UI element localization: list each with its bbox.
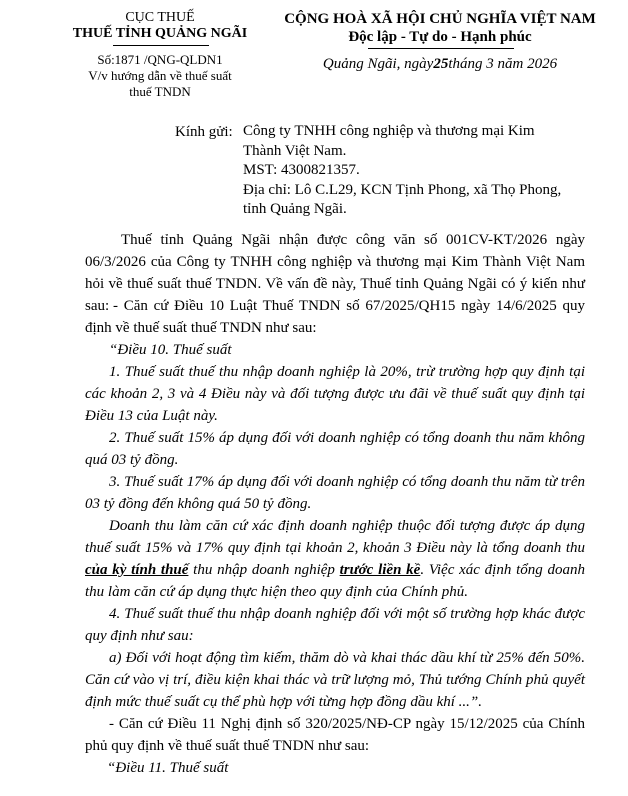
- revenue-emphasis-period: của kỳ tính thuế: [85, 562, 189, 578]
- date-line: [270, 55, 610, 73]
- paragraph-clause-4: 4. Thuế suất thuế thu nhập doanh nghiệp đối với một số trường hợp khác được quy định như sau:: [85, 606, 585, 644]
- doc-number: Số:1871 /QNG-QLDN1: [97, 52, 223, 67]
- nation-title: CỘNG HOÀ XÃ HỘI CHỦ NGHĨA VIỆT NAM: [284, 11, 596, 27]
- date-prefix: Quảng Ngãi, ngày: [322, 56, 434, 72]
- unit-name: THUẾ TỈNH QUẢNG NGÃI: [72, 26, 248, 41]
- paragraph-intro: Thuế tỉnh Quảng Ngãi nhận được công văn số 001CV-KT/2026 ngày 06/3/2026 của Công ty TNHH công nghiệp và thương mại Kim Thành Việt Nam hỏi về thuế suất thuế TNDN. Về vấn đề này, Thuế tỉnh Quảng Ngãi có ý kiến như sau:: [85, 232, 585, 314]
- revenue-text-a: Doanh thu làm căn cứ xác định doanh nghiệp thuộc đối tượng được áp dụng thuế suất 15% và 17% quy định tại khoản 2, khoản 3 Điều này là tổng doanh thu: [85, 518, 585, 556]
- revenue-text-c: thu nhập doanh nghiệp: [188, 562, 340, 578]
- national-header: [270, 10, 610, 46]
- paragraph-decree-basis: - Căn cứ Điều 11 Nghị định số 320/2025/NĐ-CP ngày 15/12/2025 của Chính phủ quy định về thuế suất thuế TNDN như sau:: [85, 716, 585, 754]
- recipient-line-2: Thành Việt Nam.: [243, 142, 347, 159]
- paragraph-clause-2: 2. Thuế suất 15% áp dụng đối với doanh nghiệp có tổng doanh thu năm không quá 03 tỷ đồng.: [85, 430, 585, 468]
- paragraph-clause-1: 1. Thuế suất thuế thu nhập doanh nghiệp là 20%, trừ trường hợp quy định tại các khoản 2, 3 và 4 Điều này và đối tượng được ưu đãi về thuế suất quy định tại Điều 13 của Luật này.: [85, 364, 585, 424]
- paragraph-clause-4a: a) Đối với hoạt động tìm kiếm, thăm dò và khai thác dầu khí từ 25% đến 50%. Căn cứ vào vị trí, điều kiện khai thác và trữ lượng mỏ, Thủ tướng Chính phủ quyết định mức thuế suất cụ thể phù hợp với từng hợp đồng dầu khí ...”.: [85, 650, 585, 710]
- date-suffix: tháng 3 năm 2026: [448, 56, 558, 72]
- recipient-line-5: tỉnh Quảng Ngãi.: [243, 201, 347, 217]
- recipient-line-3: MST: 4300821357.: [243, 162, 360, 178]
- recipient-block: [243, 122, 583, 220]
- subject-line-2: thuế TNDN: [129, 84, 191, 99]
- recipient-line-1: Công ty TNHH công nghiệp và thương mại Kim: [243, 123, 535, 139]
- date-day: 25: [433, 56, 449, 72]
- subject-line-1: V/v hướng dẫn về thuế suất: [88, 68, 232, 83]
- paragraph-revenue-basis: [85, 515, 585, 603]
- motto: Độc lập - Tự do - Hạnh phúc: [348, 29, 532, 45]
- doc-number-block: [60, 52, 260, 100]
- agency-name: CỤC THUẾ: [125, 10, 195, 25]
- recipient-line-4: Địa chỉ: Lô C.L29, KCN Tịnh Phong, xã Thọ Phong,: [243, 181, 562, 198]
- revenue-text-e: . Việc xác định tổng doanh thu làm căn cứ áp dụng thực hiện theo quy định của Chính phủ.: [85, 562, 585, 600]
- agency-underline: [113, 45, 209, 46]
- paragraph-article-11-title: “Điều 11. Thuế suất: [107, 760, 229, 776]
- agency-header: [60, 10, 260, 42]
- recipient-label: Kính gửi:: [175, 124, 233, 140]
- revenue-emphasis-preceding: trước liền kề: [339, 562, 421, 578]
- paragraph-article-10-title: “Điều 10. Thuế suất: [109, 342, 232, 358]
- paragraph-clause-3: 3. Thuế suất 17% áp dụng đối với doanh nghiệp có tổng doanh thu năm từ trên 03 tỷ đồng đến không quá 50 tỷ đồng.: [85, 474, 585, 512]
- paragraph-law-basis: - Căn cứ Điều 10 Luật Thuế TNDN số 67/2025/QH15 ngày 14/6/2025 quy định về thuế suất thuế TNDN như sau:: [85, 298, 585, 336]
- motto-underline: [368, 48, 514, 49]
